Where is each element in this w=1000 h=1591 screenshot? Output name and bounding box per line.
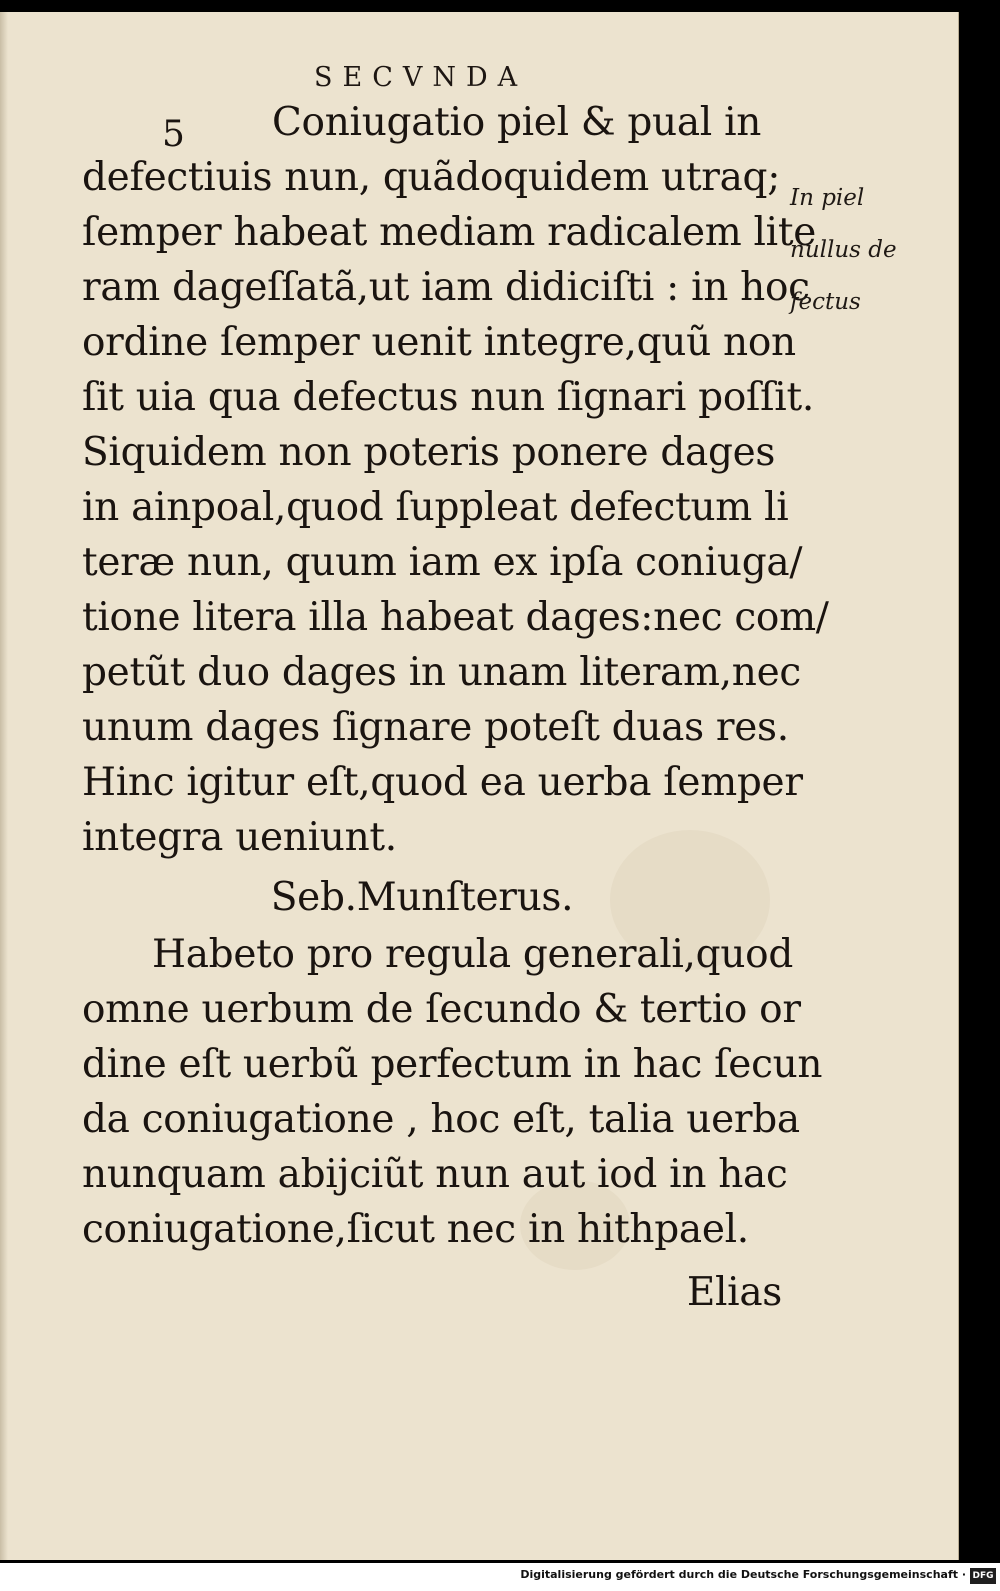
body-line: unum dages ſignare poteſt duas res.	[82, 705, 789, 750]
rule-line: coniugatione,ſicut nec in hithpael.	[82, 1207, 749, 1252]
footer-credit: Digitalisierung gefördert durch die Deutsche Forschungsgemeinschaft ·	[520, 1568, 966, 1581]
body-line: Coniugatio piel & pual in	[272, 100, 762, 145]
body-line: ſemper habeat mediam radicalem lite	[82, 210, 817, 255]
marginal-note	[790, 172, 925, 328]
body-line: petũt duo dages in unam literam,nec	[82, 650, 801, 695]
body-line: integra ueniunt.	[82, 815, 397, 860]
rule-line: da coniugatione , hoc eſt, talia uerba	[82, 1097, 800, 1142]
body-line: tione litera illa habeat dages:nec com/	[82, 595, 829, 640]
marginal-note-line: fectus	[790, 289, 861, 315]
digitization-footer	[0, 1563, 1000, 1591]
body-line: teræ nun, quum iam ex ipſa coniuga/	[82, 540, 803, 585]
rule-line: dine eſt uerbũ perfectum in hac ſecun	[82, 1042, 823, 1087]
body-line: in ainpoal,quod ſuppleat defectum li	[82, 485, 789, 530]
page-gutter-shadow	[0, 12, 8, 1560]
dfg-logo: DFG	[970, 1568, 996, 1584]
rule-line: nunquam abijciũt nun aut iod in hac	[82, 1152, 788, 1197]
marginal-note-line: nullus de	[790, 237, 897, 263]
running-header: SECVNDA	[314, 62, 528, 93]
rule-line: omne uerbum de ſecundo & tertio or	[82, 987, 801, 1032]
section-number: 5	[162, 114, 185, 155]
author-heading: Seb.Munſterus.	[270, 875, 574, 920]
body-line: Hinc igitur eſt,quod ea uerba ſemper	[82, 760, 803, 805]
body-line: ſit uia qua defectus nun ſignari poſſit.	[82, 375, 814, 420]
marginal-note-line: In piel	[790, 185, 865, 211]
body-line: defectiuis nun, quãdoquidem utraq;	[82, 155, 781, 200]
body-line: ram dageſſatã,ut iam didiciſti : in hoc	[82, 265, 810, 310]
body-line: Siquidem non poteris ponere dages	[82, 430, 776, 475]
catchword: Elias	[686, 1270, 782, 1315]
body-line: ordine ſemper uenit integre,quũ non	[82, 320, 796, 365]
rule-line: Habeto pro regula generali,quod	[152, 932, 793, 977]
